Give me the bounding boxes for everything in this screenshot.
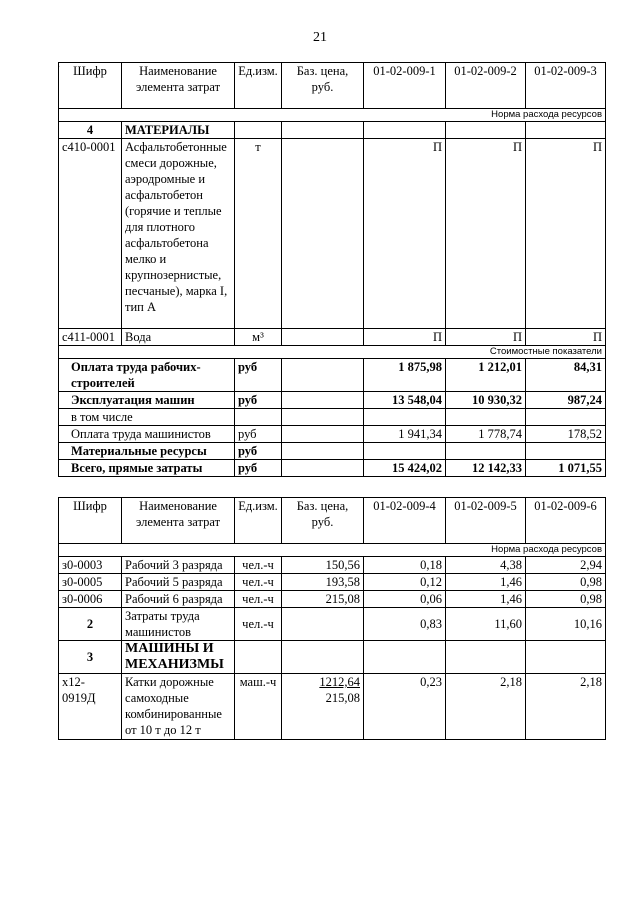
header-col2: 01-02-009-2	[446, 63, 526, 109]
cost-row	[59, 359, 606, 392]
header-price: Баз. цена, руб.	[282, 498, 364, 544]
row-name: Рабочий 5 разряда	[122, 574, 235, 591]
row-value-3: 2,94	[526, 557, 606, 574]
table-row	[59, 574, 606, 591]
header-col5: 01-02-009-5	[446, 498, 526, 544]
cost-name: Всего, прямые затраты	[59, 460, 235, 477]
row-code: х12-0919Д	[59, 674, 122, 740]
cost-unit: руб	[235, 392, 282, 409]
cost-value-1	[364, 443, 446, 460]
norm-row	[59, 109, 606, 122]
row-unit: т	[235, 139, 282, 329]
row-value-1: 0,06	[364, 591, 446, 608]
cost-name: Оплата труда рабочих-строителей	[59, 359, 235, 392]
row-unit: м³	[235, 329, 282, 346]
norm-row	[59, 544, 606, 557]
row-name: Рабочий 6 разряда	[122, 591, 235, 608]
row-value-3: 2,18	[526, 674, 606, 740]
header-name: Наименование элемента затрат	[122, 63, 235, 109]
row-price: 215,08	[282, 591, 364, 608]
row-value-3: 0,98	[526, 574, 606, 591]
row-code: з0-0006	[59, 591, 122, 608]
section-title: МАТЕРИАЛЫ	[122, 122, 235, 139]
page-number: 21	[313, 30, 327, 45]
row-value-3: 0,98	[526, 591, 606, 608]
cost-row	[59, 443, 606, 460]
row-value-2: 1,46	[446, 574, 526, 591]
norm-label: Норма расхода ресурсов	[59, 544, 606, 557]
row-value-1: П	[364, 329, 446, 346]
cost-value-3	[526, 409, 606, 426]
table-row	[59, 139, 606, 329]
header-col6: 01-02-009-6	[526, 498, 606, 544]
row-value-3: П	[526, 139, 606, 329]
row-value-2: П	[446, 329, 526, 346]
row-value-3: П	[526, 329, 606, 346]
scan-mark: ·	[57, 62, 61, 73]
cost-row	[59, 409, 606, 426]
cost-label: Стоимостные показатели	[59, 346, 606, 359]
row-value-2: 4,38	[446, 557, 526, 574]
table-row	[59, 329, 606, 346]
cost-value-2: 10 930,32	[446, 392, 526, 409]
cost-row	[59, 426, 606, 443]
row-value-1: 0,12	[364, 574, 446, 591]
cost-value-3: 1 071,55	[526, 460, 606, 477]
cost-value-2	[446, 409, 526, 426]
header-col3: 01-02-009-3	[526, 63, 606, 109]
row-value-2: 2,18	[446, 674, 526, 740]
row-price	[282, 329, 364, 346]
header-name: Наименование элемента затрат	[122, 498, 235, 544]
cost-name: в том числе	[59, 409, 235, 426]
header-col4: 01-02-009-4	[364, 498, 446, 544]
row-unit: чел.-ч	[235, 591, 282, 608]
resource-table-1	[58, 62, 606, 477]
row-value-2: П	[446, 139, 526, 329]
row-name: Катки дорожные самоходные комбинированные от 10 т до 12 т	[122, 674, 235, 740]
cost-name: Оплата труда машинистов	[59, 426, 235, 443]
cost-value-3: 987,24	[526, 392, 606, 409]
row-name: Рабочий 3 разряда	[122, 557, 235, 574]
cost-unit: руб	[235, 460, 282, 477]
price-second: 215,08	[325, 691, 360, 705]
row-value-1: П	[364, 139, 446, 329]
section-title: МАШИНЫ И МЕХАНИЗМЫ	[122, 641, 235, 674]
row-value-1: 0,23	[364, 674, 446, 740]
row-price	[282, 674, 364, 740]
row-value-2: 1,46	[446, 591, 526, 608]
cost-value-3: 84,31	[526, 359, 606, 392]
cost-value-2: 12 142,33	[446, 460, 526, 477]
cost-value-1: 1 875,98	[364, 359, 446, 392]
cost-label-row	[59, 346, 606, 359]
cost-value-3: 178,52	[526, 426, 606, 443]
cost-value-1: 13 548,04	[364, 392, 446, 409]
table2-header-row	[59, 498, 606, 544]
cost-unit: руб	[235, 443, 282, 460]
row-code: с411-0001	[59, 329, 122, 346]
row-unit: чел.-ч	[235, 574, 282, 591]
row-name: Асфальтобетонные смеси дорожные, аэродромные и асфальтобетон (горячие и теплые для плотного асфальтобетона мелко и крупнозернистые, песчаные), марка I, тип А	[122, 139, 235, 329]
row-value-3: 10,16	[526, 608, 606, 641]
cost-row	[59, 392, 606, 409]
row-code: з0-0005	[59, 574, 122, 591]
row-unit: чел.-ч	[235, 608, 282, 641]
cost-value-1: 1 941,34	[364, 426, 446, 443]
labor-machinists-row	[59, 608, 606, 641]
cost-value-2: 1 212,01	[446, 359, 526, 392]
row-code: з0-0003	[59, 557, 122, 574]
table-row	[59, 557, 606, 574]
header-unit: Ед.изм.	[235, 498, 282, 544]
resource-table-2	[58, 497, 606, 740]
row-price	[282, 139, 364, 329]
row-code: с410-0001	[59, 139, 122, 329]
section-row	[59, 122, 606, 139]
row-unit: чел.-ч	[235, 557, 282, 574]
row-unit: маш.-ч	[235, 674, 282, 740]
header-price: Баз. цена, руб.	[282, 63, 364, 109]
table-row	[59, 591, 606, 608]
cost-value-1	[364, 409, 446, 426]
cost-unit	[235, 409, 282, 426]
row-number: 2	[59, 608, 122, 641]
header-col1: 01-02-009-1	[364, 63, 446, 109]
section-number: 4	[59, 122, 122, 139]
row-value-1: 0,18	[364, 557, 446, 574]
section-row	[59, 641, 606, 674]
row-price: 150,56	[282, 557, 364, 574]
cost-value-1: 15 424,02	[364, 460, 446, 477]
cost-unit: руб	[235, 426, 282, 443]
header-code: Шифр	[59, 498, 122, 544]
table-row	[59, 674, 606, 740]
cost-name: Эксплуатация машин	[59, 392, 235, 409]
cost-value-2: 1 778,74	[446, 426, 526, 443]
row-value-2: 11,60	[446, 608, 526, 641]
cost-value-2	[446, 443, 526, 460]
cost-unit: руб	[235, 359, 282, 392]
cost-value-3	[526, 443, 606, 460]
cost-name: Материальные ресурсы	[59, 443, 235, 460]
header-unit: Ед.изм.	[235, 63, 282, 109]
row-name: Вода	[122, 329, 235, 346]
cost-row	[59, 460, 606, 477]
norm-label: Норма расхода ресурсов	[59, 109, 606, 122]
row-value-1: 0,83	[364, 608, 446, 641]
table1-header-row	[59, 63, 606, 109]
row-price: 193,58	[282, 574, 364, 591]
row-name: Затраты труда машинистов	[122, 608, 235, 641]
price-underlined: 1212,64	[319, 675, 360, 689]
header-code: Шифр	[59, 63, 122, 109]
section-number: 3	[59, 641, 122, 674]
